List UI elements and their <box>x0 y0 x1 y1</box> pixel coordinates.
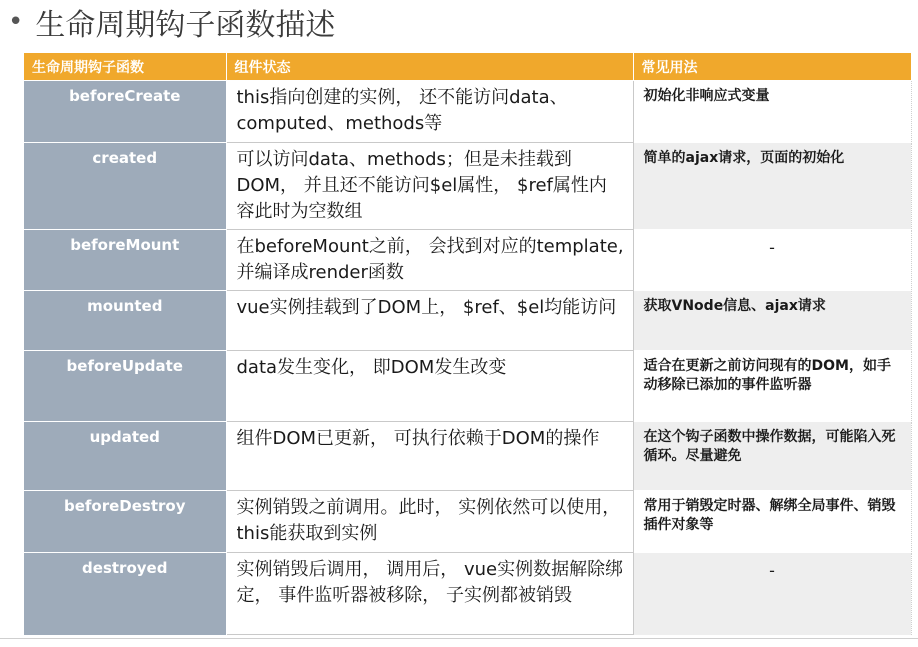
hook-name: updated <box>24 422 226 491</box>
hook-name: beforeUpdate <box>24 351 226 422</box>
hook-name: mounted <box>24 291 226 351</box>
header-usage: 常见用法 <box>633 53 911 81</box>
hook-usage: 获取VNode信息、ajax请求 <box>633 291 911 351</box>
hook-name: beforeDestroy <box>24 491 226 553</box>
divider <box>0 638 918 639</box>
hook-name: beforeMount <box>24 230 226 291</box>
table-row <box>24 491 911 553</box>
page-title <box>8 0 335 44</box>
table-row <box>24 81 911 143</box>
table-row <box>24 291 911 351</box>
bullet-icon: • <box>8 7 24 37</box>
table-row <box>24 553 911 635</box>
header-hook: 生命周期钩子函数 <box>24 53 226 81</box>
hook-usage: 简单的ajax请求，页面的初始化 <box>633 143 911 230</box>
hook-name: beforeCreate <box>24 81 226 143</box>
hook-state: 实例销毁之前调用。此时， 实例依然可以使用， this能获取到实例 <box>226 491 633 553</box>
table-row <box>24 230 911 291</box>
hook-name: created <box>24 143 226 230</box>
hook-state: data发生变化， 即DOM发生改变 <box>226 351 633 422</box>
hook-usage: 初始化非响应式变量 <box>633 81 911 143</box>
table-row <box>24 143 911 230</box>
hook-usage: - <box>633 553 911 635</box>
hook-state: 在beforeMount之前， 会找到对应的template,并编译成render函数 <box>226 230 633 291</box>
table-header-row <box>24 53 911 81</box>
hook-state: 实例销毁后调用， 调用后， vue实例数据解除绑定， 事件监听器被移除， 子实例都被销毁 <box>226 553 633 635</box>
hook-state: 组件DOM已更新， 可执行依赖于DOM的操作 <box>226 422 633 491</box>
lifecycle-table <box>24 53 912 635</box>
hook-name: destroyed <box>24 553 226 635</box>
hook-state: this指向创建的实例， 还不能访问data、computed、methods等 <box>226 81 633 143</box>
hook-usage: - <box>633 230 911 291</box>
hook-usage: 常用于销毁定时器、解绑全局事件、销毁插件对象等 <box>633 491 911 553</box>
table-row <box>24 351 911 422</box>
hook-usage: 适合在更新之前访问现有的DOM，如手动移除已添加的事件监听器 <box>633 351 911 422</box>
hook-state: 可以访问data、methods；但是未挂载到DOM， 并且还不能访问$el属性， $ref属性内容此时为空数组 <box>226 143 633 230</box>
hook-state: vue实例挂载到了DOM上， $ref、$el均能访问 <box>226 291 633 351</box>
hook-usage: 在这个钩子函数中操作数据，可能陷入死循环。尽量避免 <box>633 422 911 491</box>
page-title-text: 生命周期钩子函数描述 <box>35 8 336 43</box>
table-row <box>24 422 911 491</box>
header-state: 组件状态 <box>226 53 633 81</box>
